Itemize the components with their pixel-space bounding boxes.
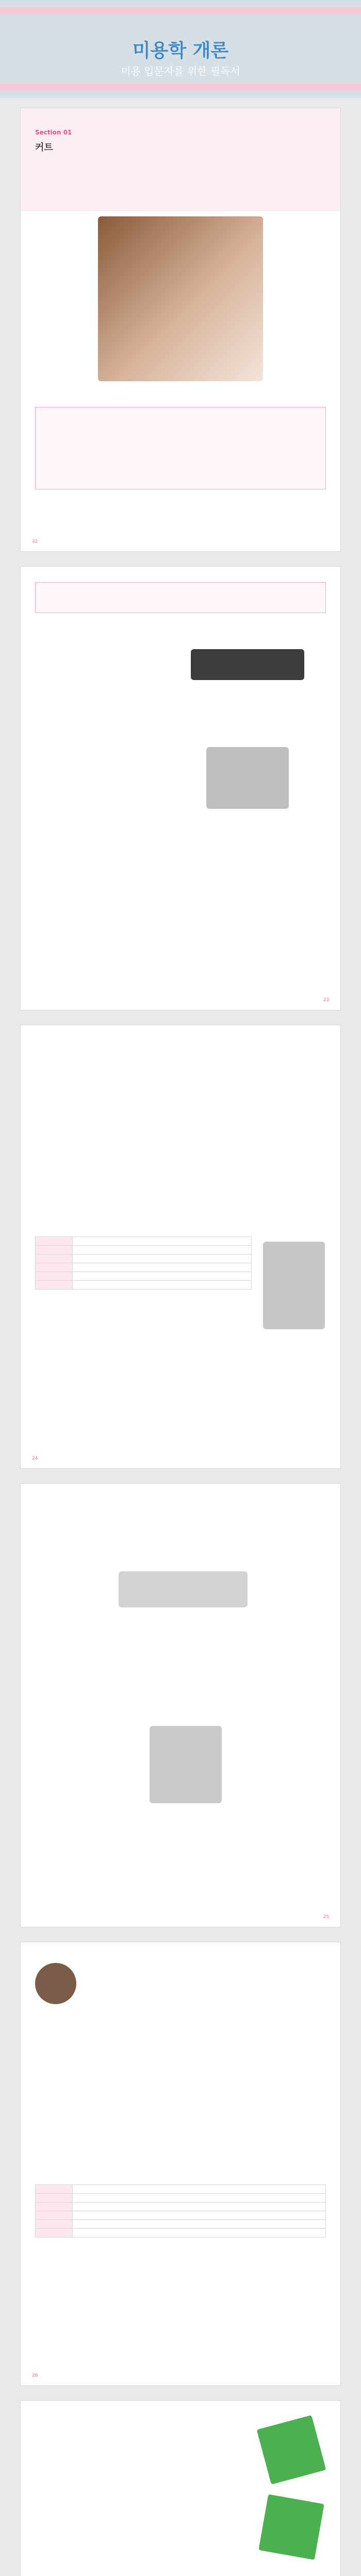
book-page	[21, 567, 340, 1010]
page-number: 24	[32, 1456, 38, 1461]
note-box	[35, 582, 326, 613]
page-header-band	[21, 108, 340, 211]
scissors-photo	[206, 747, 289, 809]
banner-stripe	[0, 83, 361, 91]
scissors-photo	[263, 1242, 325, 1329]
book-page	[21, 1942, 340, 2385]
section-heading: 커트	[35, 142, 53, 153]
comb-photo	[191, 649, 304, 680]
banner	[0, 0, 361, 98]
page-number: 25	[323, 1914, 329, 1920]
page-number: 23	[323, 997, 329, 1003]
page-number: 26	[32, 2373, 38, 2378]
page-number: 22	[32, 539, 38, 544]
book-page	[21, 2401, 340, 2576]
book-page	[21, 108, 340, 551]
page-title: 미용학 개론	[132, 40, 229, 61]
razor-photo	[119, 1571, 248, 1607]
portrait-photo	[35, 1963, 76, 2004]
section-label: Section 01	[35, 129, 72, 136]
term-box	[35, 407, 326, 489]
data-table	[35, 2184, 326, 2238]
page-subtitle: 미용 입문자를 위한 필독서	[121, 65, 240, 77]
diagram-shape	[258, 2494, 324, 2560]
tool-photo	[150, 1726, 222, 1803]
haircut-photo	[98, 216, 263, 381]
book-page	[21, 1484, 340, 1927]
diagram-shape	[257, 2415, 326, 2485]
data-table	[35, 1236, 252, 1290]
book-page	[21, 1025, 340, 1468]
banner-stripe	[0, 7, 361, 14]
